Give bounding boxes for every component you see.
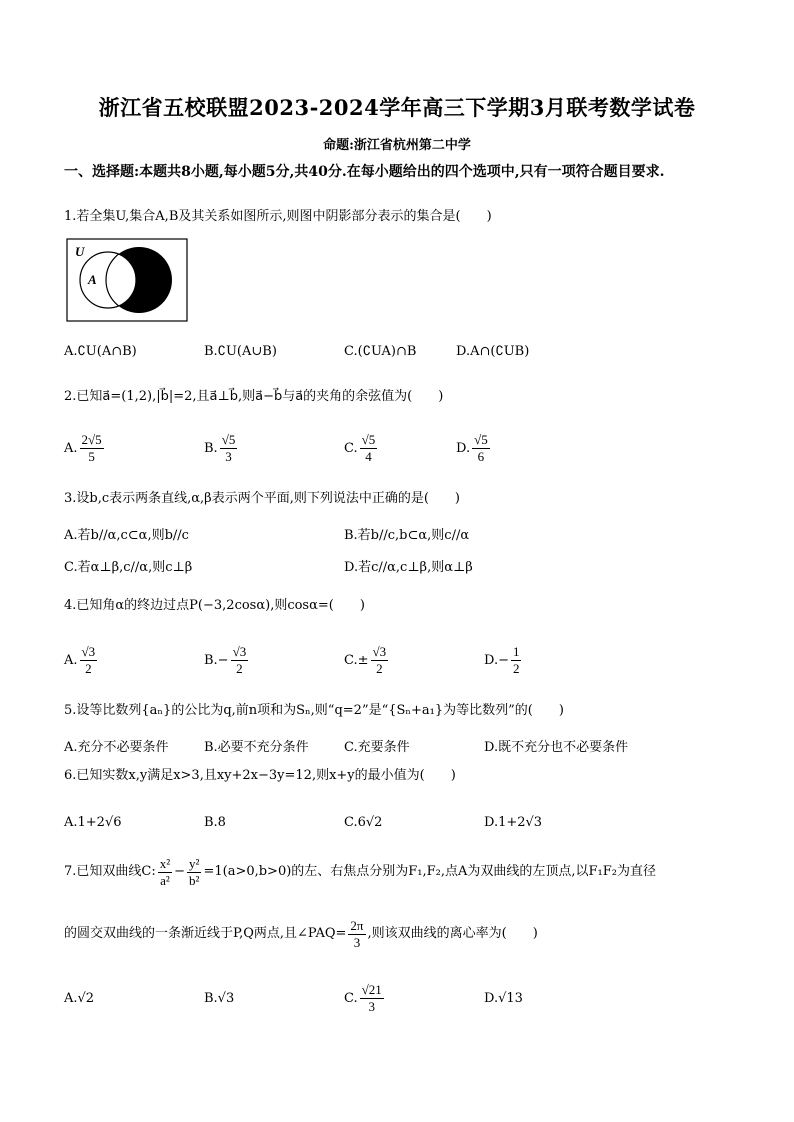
q1-option-a[interactable]: A.∁U(A∩B) xyxy=(64,343,137,359)
question-4-options xyxy=(64,638,744,682)
q7-option-c-frac xyxy=(360,982,384,1015)
q6-option-d[interactable]: D.1+2√3 xyxy=(484,814,543,830)
frac-den: 5 xyxy=(88,448,95,464)
q2-option-b[interactable] xyxy=(204,426,239,470)
q7-option-a-label: A.√2 xyxy=(64,990,95,1006)
question-6-options xyxy=(64,811,744,835)
q6-option-c[interactable]: C.6√2 xyxy=(344,814,383,830)
q4-option-c-label: C.± xyxy=(344,652,369,668)
q4-option-d[interactable] xyxy=(484,638,523,682)
frac-den: 3 xyxy=(225,448,232,464)
question-1-options xyxy=(64,340,744,364)
q4-option-d-label: D.− xyxy=(484,652,509,668)
q5-option-c[interactable]: C.充要条件 xyxy=(344,739,410,755)
q2-option-d-label: D. xyxy=(456,440,471,456)
frac-den: 2 xyxy=(376,660,383,676)
q3-option-d[interactable]: D.若c//α,c⊥β,则α⊥β xyxy=(344,559,473,575)
q2-option-b-frac xyxy=(220,432,238,465)
q2-option-c-frac xyxy=(360,432,378,465)
question-7-stem-line2 xyxy=(64,914,744,954)
frac-den: 3 xyxy=(353,934,361,950)
frac-num: √21 xyxy=(361,981,382,997)
q7-stem-part-d: ,则该双曲线的离心率为( ) xyxy=(367,926,538,941)
q1-option-b[interactable]: B.∁U(A∪B) xyxy=(204,343,277,359)
frac-den: b² xyxy=(189,872,200,888)
q7-frac-angle xyxy=(348,918,365,951)
q2-option-d-frac xyxy=(472,432,490,465)
q7-stem-part-a: 7.已知双曲线C: xyxy=(64,864,156,879)
q3-option-c[interactable]: C.若α⊥β,c//α,则c⊥β xyxy=(64,559,193,575)
frac-den: 2 xyxy=(236,660,243,676)
page-subtitle: 命题:浙江省杭州第二中学 xyxy=(323,138,471,153)
frac-den: 3 xyxy=(368,998,375,1014)
question-4-stem: 4.已知角α的终边过点P(−3,2cosα),则cosα=( ) xyxy=(64,598,365,613)
q7-option-c[interactable] xyxy=(344,976,386,1020)
q7-minus: − xyxy=(174,864,186,879)
frac-num: 1 xyxy=(512,643,520,659)
q4-option-b[interactable] xyxy=(204,638,250,682)
q1-option-d[interactable]: D.A∩(∁UB) xyxy=(456,343,530,359)
frac-den: 2 xyxy=(85,660,92,676)
q3-option-b[interactable]: B.若b//c,b⊂α,则c//α xyxy=(344,527,470,543)
q7-stem-part-b: =1(a>0,b>0)的左、右焦点分别为F₁,F₂,点A为双曲线的左顶点,以F₁F₂为直径 xyxy=(203,864,657,879)
frac-num: √5 xyxy=(474,431,488,447)
q5-option-b[interactable]: B.必要不充分条件 xyxy=(204,739,309,755)
question-6-stem: 6.已知实数x,y满足x>3,且xy+2x−3y=12,则x+y的最小值为( ) xyxy=(64,768,456,783)
q4-option-a[interactable] xyxy=(64,638,99,682)
question-7-options xyxy=(64,976,744,1020)
q2-option-c[interactable] xyxy=(344,426,379,470)
frac-num: √5 xyxy=(361,431,376,447)
venn-label-u: U xyxy=(75,244,85,259)
question-3-options-row1 xyxy=(64,522,744,546)
q4-option-b-label: B.− xyxy=(204,652,229,668)
q4-option-c[interactable] xyxy=(344,638,390,682)
frac-num: √5 xyxy=(221,431,236,447)
question-3-options-row2 xyxy=(64,554,744,578)
q7-option-c-label: C. xyxy=(344,990,358,1006)
q2-option-d[interactable] xyxy=(456,426,492,470)
frac-den: 4 xyxy=(365,448,372,464)
frac-num: 2√5 xyxy=(81,431,102,447)
q1-option-c[interactable]: C.(∁UA)∩B xyxy=(344,343,417,359)
q7-frac-y xyxy=(187,856,201,889)
q7-option-a[interactable] xyxy=(64,976,94,1020)
q7-option-d-label: D.√13 xyxy=(484,990,523,1006)
q5-option-d[interactable]: D.既不充分也不必要条件 xyxy=(484,739,629,755)
frac-den: 2 xyxy=(512,660,520,676)
question-7-stem-line1 xyxy=(64,852,744,892)
q5-option-a[interactable]: A.充分不必要条件 xyxy=(64,739,169,755)
frac-num: √3 xyxy=(232,643,247,659)
q2-option-a[interactable] xyxy=(64,426,106,470)
question-2-stem: 2.已知a⃗=(1,2),|b⃗|=2,且a⃗⊥b⃗,则a⃗−b⃗与a⃗的夹角的余弦值为( ) xyxy=(64,389,444,404)
question-5-stem: 5.设等比数列{aₙ}的公比为q,前n项和为Sₙ,则“q=2”是“{Sₙ+a₁}为等比数列”的( ) xyxy=(64,703,564,718)
frac-den: 6 xyxy=(477,448,485,464)
question-2-options xyxy=(64,426,744,470)
q7-option-d[interactable] xyxy=(484,976,523,1020)
q7-option-b[interactable] xyxy=(204,976,234,1020)
venn-label-a: A xyxy=(88,272,97,287)
frac-num: 2π xyxy=(350,917,364,933)
frac-den: a² xyxy=(160,872,170,888)
q6-option-b[interactable]: B.8 xyxy=(204,814,226,830)
q7-frac-x xyxy=(158,856,172,889)
q3-option-a[interactable]: A.若b//α,c⊂α,则b//c xyxy=(64,527,189,543)
q4-option-c-frac xyxy=(371,644,389,677)
frac-num: √3 xyxy=(81,643,96,659)
q4-option-a-label: A. xyxy=(64,652,78,668)
q2-option-a-label: A. xyxy=(64,440,78,456)
q2-option-c-label: C. xyxy=(344,440,358,456)
frac-num: x² xyxy=(159,855,171,871)
question-3-stem: 3.设b,c表示两条直线,α,β表示两个平面,则下列说法中正确的是( ) xyxy=(64,491,460,506)
q4-option-a-frac xyxy=(80,644,98,677)
q2-option-b-label: B. xyxy=(204,440,218,456)
section-heading: 一、选择题:本题共8小题,每小题5分,共40分.在每小题给出的四个选项中,只有一项符合题目要求. xyxy=(64,164,665,180)
frac-num: y² xyxy=(189,855,200,871)
q4-option-d-frac xyxy=(511,644,522,677)
q7-option-b-label: B.√3 xyxy=(204,990,235,1006)
q6-option-a[interactable]: A.1+2√6 xyxy=(64,814,122,830)
page-title: 浙江省五校联盟2023-2024学年高三下学期3月联考数学试卷 xyxy=(98,95,696,120)
question-1-stem: 1.若全集U,集合A,B及其关系如图所示,则图中阴影部分表示的集合是( ) xyxy=(64,209,492,224)
q2-option-a-frac xyxy=(80,432,104,465)
venn-diagram xyxy=(66,238,188,322)
question-5-options xyxy=(64,734,744,758)
frac-num: √3 xyxy=(372,643,387,659)
q4-option-b-frac xyxy=(231,644,249,677)
q7-stem-part-c: 的圆交双曲线的一条渐近线于P,Q两点,且∠PAQ= xyxy=(64,926,347,941)
